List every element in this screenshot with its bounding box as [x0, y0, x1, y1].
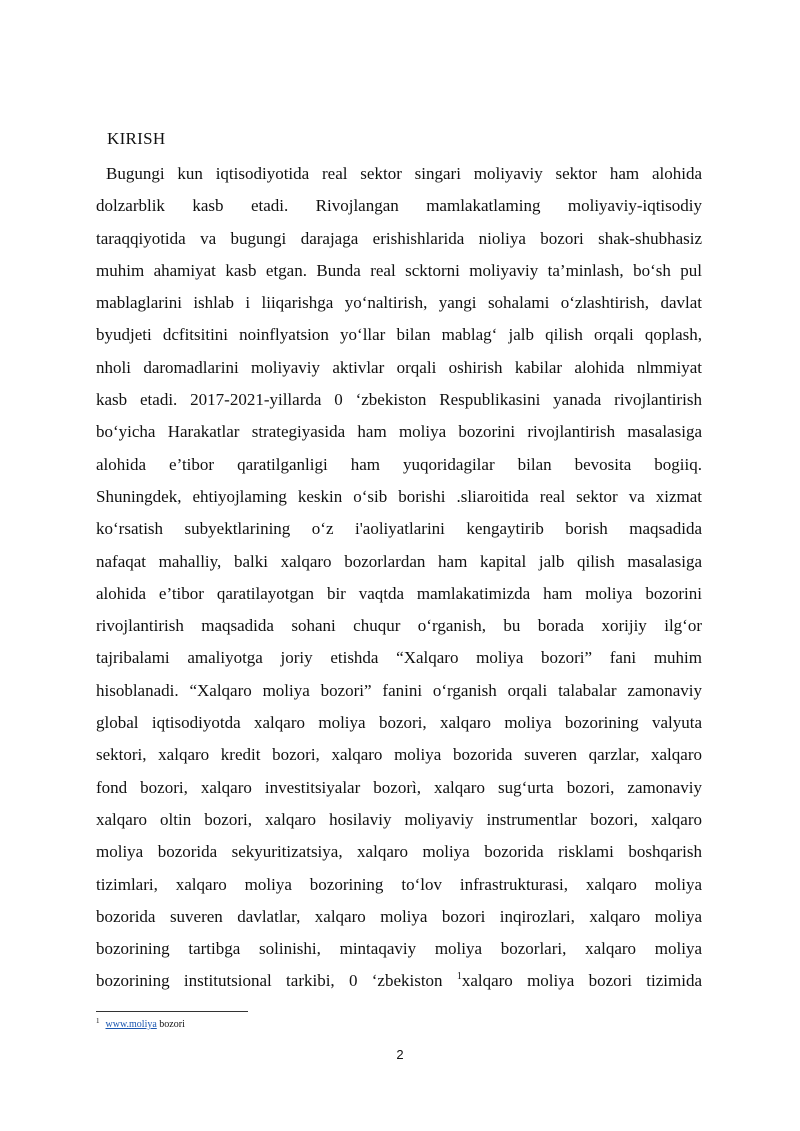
section-heading: KIRISH: [107, 129, 166, 148]
paragraph-line: kasb etadi. 2017-2021-yillarda 0 ‘zbekiston Respublikasini yanada rivojlantirish: [96, 390, 702, 410]
footnote-separator: [96, 1011, 248, 1012]
paragraph-line: alohida e’tibor qaratilayotgan bir vaqtda mamlakatimizda ham moliya bozorini: [96, 583, 702, 603]
paragraph-line: Bugungi kun iqtisodiyotida real sektor singari moliyaviy sektor ham alohida: [106, 164, 702, 183]
paragraph-line: rivojlantirish maqsadida sohani chuqur o‘rganish, bu borada xorijiy ilg‘or: [96, 616, 702, 636]
paragraph-line: mablaglarini ishlab i liiqarishga yo‘naltirish, yangi sohalami o‘zlashtirish, davlat: [96, 293, 702, 313]
paragraph-line: taraqqiyotida va bugungi darajaga erishishlarida nioliya bozori shak-shubhasiz: [96, 228, 702, 248]
paragraph-line: dolzarblik kasb etadi. Rivojlangan mamlakatlaming moliyaviy-iqtisodiy: [96, 196, 702, 216]
paragraph-line: tajribalami amaliyotga joriy etishda “Xalqaro moliya bozori” fani muhim: [96, 648, 702, 668]
paragraph-line: xalqaro oltin bozori, xalqaro hosilaviy moliyaviy instrumentlar bozori, xalqaro: [96, 809, 702, 829]
paragraph-line: Shuningdek, ehtiyojlaming keskin o‘sib borishi .sliaroitida real sektor va xizmat: [96, 486, 702, 506]
paragraph-line: sektori, xalqaro kredit bozori, xalqaro moliya bozorida suveren qarzlar, xalqaro: [96, 745, 702, 765]
paragraph-line: fond bozori, xalqaro investitsiyalar bozorì, xalqaro sug‘urta bozori, zamonaviy: [96, 777, 702, 797]
line-text: xalqaro moliya bozori tizimida: [461, 971, 702, 991]
line-text: bozorining institutsional tarkibi, 0 ‘zbekiston: [96, 971, 457, 991]
footnote-reference[interactable]: 1: [456, 971, 462, 983]
footnote: [96, 1018, 185, 1032]
footnote-mark: 1: [96, 1017, 100, 1025]
body-paragraph: [96, 158, 702, 998]
footnote-text: bozori: [156, 1019, 185, 1030]
paragraph-line: ko‘rsatish subyektlarining o‘z i'aoliyatlarini kengaytirib borish maqsadida: [96, 519, 702, 539]
paragraph-line: bozorining tartibga solinishi, mintaqaviy moliya bozorlari, xalqaro moliya: [96, 939, 702, 959]
paragraph-line: bo‘yicha Harakatlar strategiyasida ham moliya bozorini rivojlantirish masalasiga: [96, 422, 702, 442]
paragraph-line: byudjeti dcfitsitini noinflyatsion yo‘llar bilan mablag‘ jalb qilish orqali qoplash,: [96, 325, 702, 345]
paragraph-line: global iqtisodiyotda xalqaro moliya bozori, xalqaro moliya bozorining valyuta: [96, 713, 702, 733]
paragraph-line: muhim ahamiyat kasb etgan. Bunda real scktorni moliyaviy ta’minlash, bo‘sh pul: [96, 260, 702, 280]
paragraph-line: tizimlari, xalqaro moliya bozorining to‘lov infrastrukturasi, xalqaro moliya: [96, 874, 702, 894]
page-number: 2: [396, 1047, 404, 1062]
paragraph-line: nafaqat mahalliy, balki xalqaro bozorlardan ham kapital jalb qilish masalasiga: [96, 551, 702, 571]
paragraph-line: [96, 965, 702, 997]
paragraph-line: bozorida suveren davlatlar, xalqaro moliya bozori inqirozlari, xalqaro moliya: [96, 906, 702, 926]
paragraph-line: moliya bozorida sekyuritizatsiya, xalqaro moliya bozorida risklami boshqarish: [96, 842, 702, 862]
paragraph-line: nholi daromadlarini moliyaviy aktivlar orqali oshirish kabilar alohida nlmmiyat: [96, 357, 702, 377]
paragraph-line: hisoblanadi. “Xalqaro moliya bozori” fanini o‘rganish orqali talabalar zamonaviy: [96, 680, 702, 700]
footnote-link[interactable]: www.moliya: [105, 1019, 157, 1030]
paragraph-line: alohida e’tibor qaratilganligi ham yuqoridagilar bilan bevosita bogiiq.: [96, 454, 702, 474]
